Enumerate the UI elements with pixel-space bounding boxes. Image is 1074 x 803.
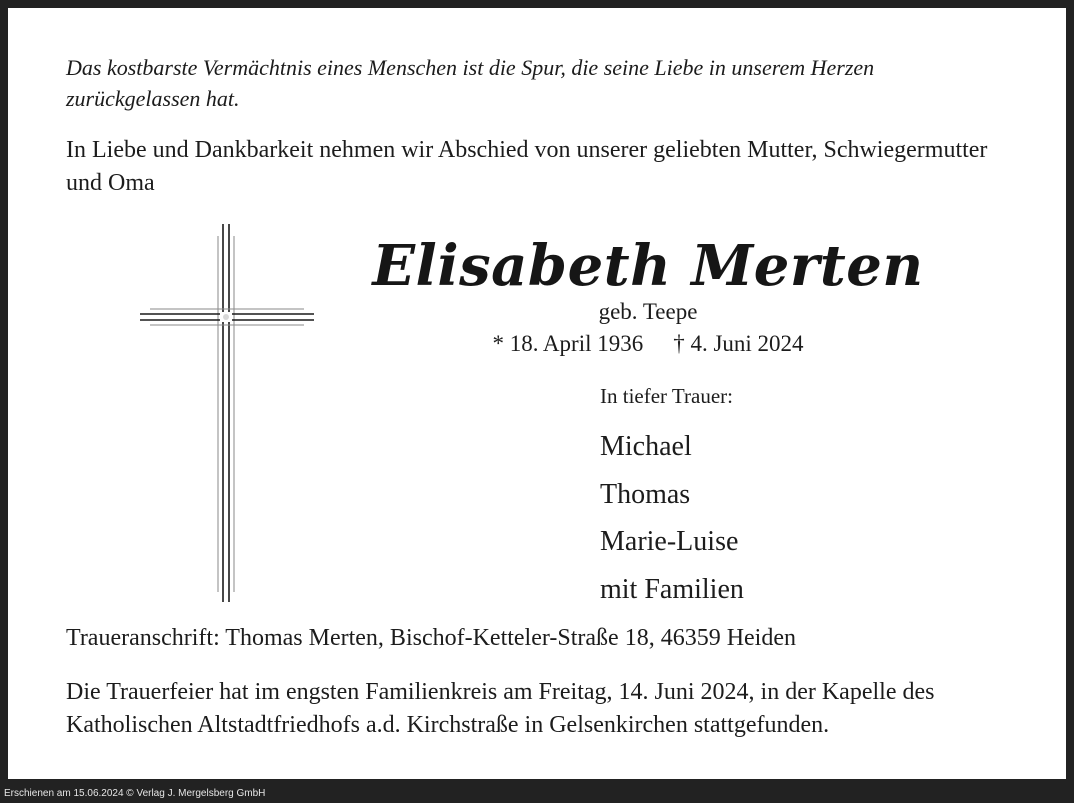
mourners-list bbox=[600, 423, 744, 613]
funeral-service-info: Die Trauerfeier hat im engsten Familienkreis am Freitag, 14. Juni 2024, in der Kapelle des Katholischen Altstadtfriedhofs a.d. Kirchstraße in Gelsenkirchen stattgefunden. bbox=[66, 679, 935, 738]
memorial-quote: Das kostbarste Vermächtnis eines Menschen ist die Spur, die seine Liebe in unserem Herzen zurückgelassen hat. bbox=[66, 55, 875, 111]
obituary-notice bbox=[8, 8, 1066, 779]
cross-icon bbox=[140, 224, 314, 602]
mourner-name: Michael bbox=[600, 431, 692, 462]
mourner-families: mit Familien bbox=[600, 573, 744, 605]
mourning-label: In tiefer Trauer: bbox=[600, 384, 733, 408]
life-dates bbox=[308, 330, 988, 358]
intro-text: In Liebe und Dankbarkeit nehmen wir Abschied von unserer geliebten Mutter, Schwiegermutter und Oma bbox=[66, 137, 988, 196]
maiden-name: geb. Teepe bbox=[598, 299, 698, 324]
mourner-name: Marie-Luise bbox=[600, 526, 739, 557]
mourner-name: Thomas bbox=[600, 478, 691, 510]
death-date: † 4. Juni 2024 bbox=[673, 331, 804, 356]
birth-date: * 18. April 1936 bbox=[492, 331, 644, 356]
publication-footer: Erschienen am 15.06.2024 © Verlag J. Mergelsberg GmbH bbox=[4, 788, 266, 799]
deceased-name: Elisabeth Merten bbox=[372, 233, 924, 299]
mourning-address: Traueranschrift: Thomas Merten, Bischof-Ketteler-Straße 18, 46359 Heiden bbox=[66, 625, 796, 651]
